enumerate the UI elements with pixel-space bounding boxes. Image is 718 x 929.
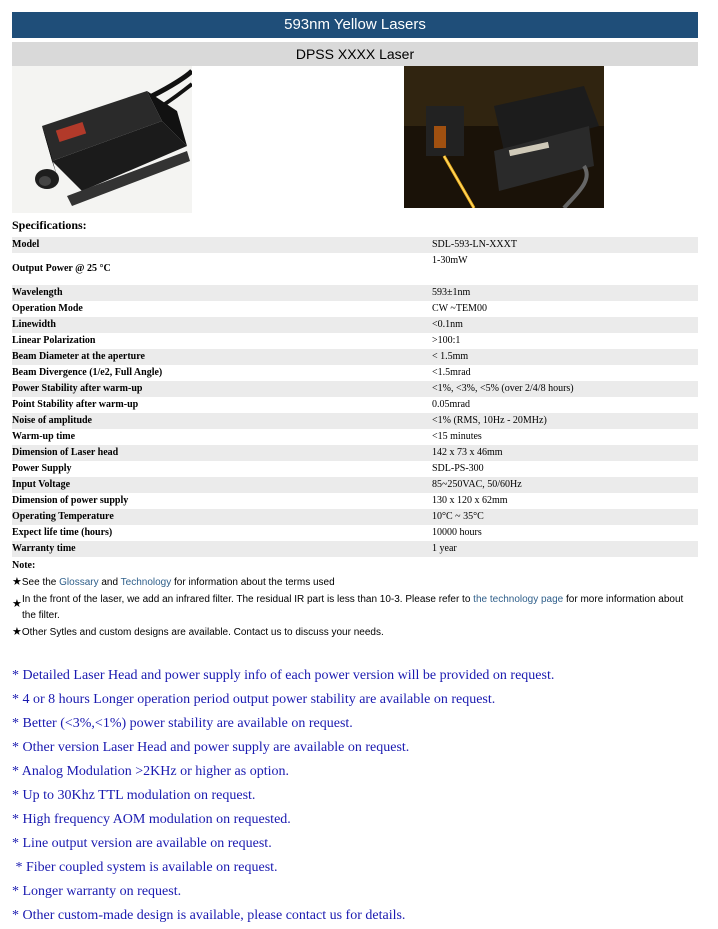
note-text: See the xyxy=(21,577,60,588)
spec-label: Operation Mode xyxy=(12,303,83,314)
spec-row xyxy=(12,493,698,509)
request-item: * Detailed Laser Head and power supply info of each power version will be provided on request. xyxy=(12,668,555,683)
spec-row xyxy=(12,445,698,461)
spec-value: < 1.5mm xyxy=(312,349,698,365)
spec-label: Dimension of power supply xyxy=(12,495,129,506)
spec-row xyxy=(12,461,698,477)
spec-label: Output Power @ 25 °C xyxy=(12,263,111,274)
spec-value: SDL-PS-300 xyxy=(432,463,484,474)
request-item: * Other custom-made design is available, please contact us for details. xyxy=(12,908,406,923)
specifications-heading: Specifications: xyxy=(12,218,87,232)
note-label: Note: xyxy=(12,560,36,571)
spec-value: 1 year xyxy=(312,541,698,557)
spec-value: <1.5mrad xyxy=(432,367,471,378)
spec-value: 593±1nm xyxy=(312,285,698,301)
spec-value: <0.1nm xyxy=(312,317,698,333)
product-subtitle: DPSS XXXX Laser xyxy=(12,42,698,66)
spec-label: Input Voltage xyxy=(12,477,312,493)
spec-label: Warranty time xyxy=(12,541,312,557)
specifications-table xyxy=(12,237,698,557)
spec-row xyxy=(12,237,698,253)
spec-value: CW ~TEM00 xyxy=(432,303,487,314)
spec-label: Power Stability after warm-up xyxy=(12,381,312,397)
spec-value: 130 x 120 x 62mm xyxy=(432,495,508,506)
spec-label: Operating Temperature xyxy=(12,509,312,525)
star-icon: ★ xyxy=(12,626,22,638)
spec-label: Beam Diameter at the aperture xyxy=(12,349,312,365)
note-text: for information about the terms used xyxy=(171,577,335,588)
spec-row xyxy=(12,301,698,317)
spec-row xyxy=(12,381,698,397)
spec-row xyxy=(12,285,698,301)
spec-label: Wavelength xyxy=(12,285,312,301)
requests-list xyxy=(12,664,712,928)
spec-label: Point Stability after warm-up xyxy=(12,399,139,410)
spec-row xyxy=(12,397,698,413)
spec-row xyxy=(12,477,698,493)
request-item: * 4 or 8 hours Longer operation period output power stability are available on request. xyxy=(12,692,496,707)
page-title: 593nm Yellow Lasers xyxy=(12,12,698,38)
spec-row xyxy=(12,253,698,285)
spec-label: Dimension of Laser head xyxy=(12,445,312,461)
spec-value: <1% (RMS, 10Hz - 20MHz) xyxy=(312,413,698,429)
star-icon: ★ xyxy=(12,576,22,588)
request-item: * Up to 30Khz TTL modulation on request. xyxy=(12,788,256,803)
note-text: for more information about xyxy=(563,594,684,605)
spec-label: Linear Polarization xyxy=(12,335,96,346)
spec-value: 10000 hours xyxy=(432,527,482,538)
spec-label: Beam Divergence (1/e2, Full Angle) xyxy=(12,367,163,378)
note-text: In the front of the laser, we add an infrared filter. The residual IR part is less than 10-3. Please refer to xyxy=(22,594,474,605)
spec-value: SDL-593-LN-XXXT xyxy=(312,237,698,253)
spec-row xyxy=(12,509,698,525)
spec-row xyxy=(12,317,698,333)
note-text: and xyxy=(98,577,121,588)
request-item: * Line output version are available on request. xyxy=(12,836,272,851)
request-item: * Other version Laser Head and power supply are available on request. xyxy=(12,740,410,755)
laser-head-photo xyxy=(12,66,192,213)
request-item: * Better (<3%,<1%) power stability are available on request. xyxy=(12,716,353,731)
spec-label: Warm-up time xyxy=(12,431,76,442)
spec-row xyxy=(12,413,698,429)
spec-row xyxy=(12,365,698,381)
spec-row xyxy=(12,429,698,445)
request-item: * Longer warranty on request. xyxy=(12,884,182,899)
glossary-link[interactable]: Glossary xyxy=(59,577,99,588)
technology-page-link[interactable]: the technology page xyxy=(473,594,564,605)
request-item: * Fiber coupled system is available on request. xyxy=(12,860,278,875)
spec-value: <15 minutes xyxy=(432,431,482,442)
spec-label: Expect life time (hours) xyxy=(12,527,113,538)
spec-row xyxy=(12,333,698,349)
spec-label: Power Supply xyxy=(12,463,72,474)
request-item: * High frequency AOM modulation on requested. xyxy=(12,812,291,827)
spec-row xyxy=(12,349,698,365)
spec-value: >100:1 xyxy=(432,335,461,346)
spec-value: <1%, <3%, <5% (over 2/4/8 hours) xyxy=(312,381,698,397)
request-item: * Analog Modulation >2KHz or higher as option. xyxy=(12,764,289,779)
spec-value: 10°C ~ 35°C xyxy=(312,509,698,525)
spec-value: 0.05mrad xyxy=(432,399,471,410)
spec-row xyxy=(12,525,698,541)
note-text: Other Sytles and custom designs are available. Contact us to discuss your needs. xyxy=(21,627,384,638)
note-text: the filter. xyxy=(22,610,60,621)
spec-value: 85~250VAC, 50/60Hz xyxy=(312,477,698,493)
laser-system-photo xyxy=(404,66,604,208)
spec-label: Noise of amplitude xyxy=(12,413,312,429)
spec-value: 142 x 73 x 46mm xyxy=(312,445,698,461)
star-icon: ★ xyxy=(12,598,22,610)
spec-value: 1-30mW xyxy=(432,255,468,266)
technology-link[interactable]: Technology xyxy=(120,577,172,588)
spec-label: Model xyxy=(12,237,312,253)
spec-label: Linewidth xyxy=(12,317,312,333)
spec-row xyxy=(12,541,698,557)
